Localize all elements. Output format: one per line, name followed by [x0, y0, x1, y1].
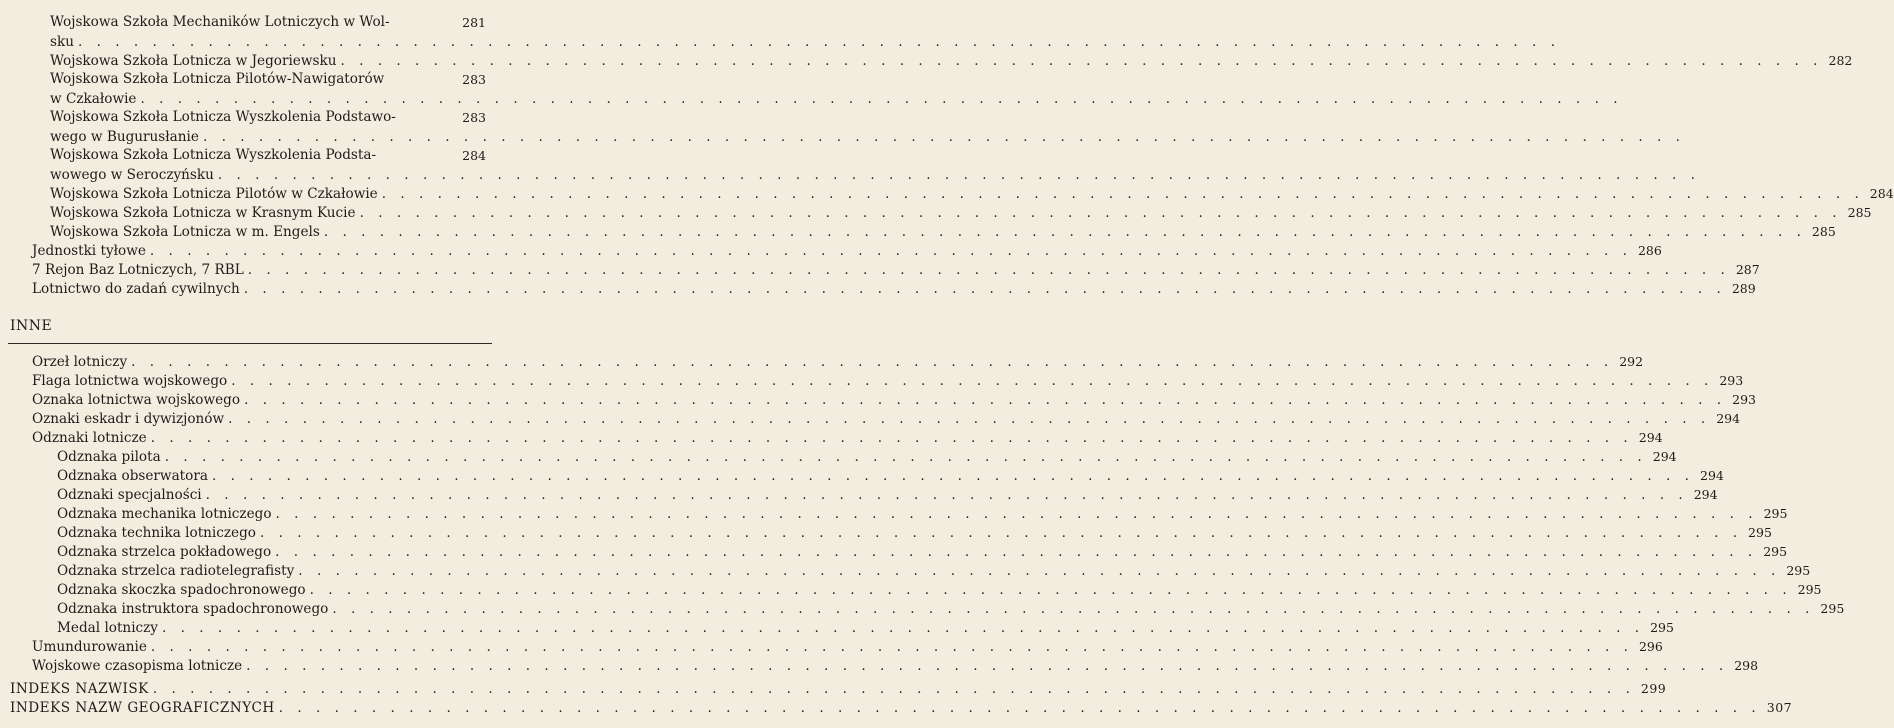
toc-entry-title: Odznaka instruktora spadochronowego	[57, 601, 329, 617]
toc-entry-title: Oznaka lotnictwa wojskowego	[32, 392, 241, 408]
toc-entry-title: w Czkałowie	[50, 91, 137, 107]
toc-entry	[50, 32, 1561, 52]
toc-entry-title: Odznaka obserwatora	[57, 468, 208, 484]
leader-dots: . . . . . . . . . . . . . . . . . . . . . . . . . . . . . . . . . . . . . . . . . . . . . . . . . . . . . . . . . . . . . . . . . . . . . . . . . . . . . . . .	[275, 544, 1758, 560]
toc-entry	[50, 146, 486, 165]
toc-entry	[32, 241, 1662, 261]
leader-dots: . . . . . . . . . . . . . . . . . . . . . . . . . . . . . . . . . . . . . . . . . . . . . . . . . . . . . . . . . . . . . . . . . . . . . . . . . . . . . . . .	[323, 224, 1806, 240]
toc-page-number: 286	[1637, 243, 1662, 258]
toc-page-number: 284	[1869, 186, 1894, 201]
toc-page-number: 287	[1735, 262, 1760, 277]
toc-entry	[50, 184, 1894, 204]
toc-page-number: 289	[1731, 281, 1756, 296]
toc-entry	[32, 352, 1644, 372]
toc-page-number: 285	[1847, 205, 1872, 220]
toc-entry-title: Odznaka strzelca radiotelegrafisty	[57, 563, 295, 579]
toc-entry	[57, 523, 1772, 543]
toc-page-number: 295	[1763, 506, 1788, 521]
toc-entry-title: Flaga lotnictwa wojskowego	[32, 373, 228, 389]
toc-entry	[57, 447, 1677, 467]
toc-entry-title: wowego w Seroczyńsku	[50, 167, 214, 183]
toc-entry-title: Jednostki tyłowe	[32, 243, 146, 259]
toc-page-number: 293	[1732, 392, 1756, 407]
toc-page-number: 295	[1820, 601, 1845, 616]
toc-page-number: 295	[1650, 620, 1674, 635]
toc-entry-title: Odznaki specjalności	[57, 487, 202, 503]
toc-entry	[57, 599, 1845, 619]
toc-entry	[32, 637, 1663, 657]
toc-entry-title: INDEKS NAZW GEOGRAFICZNYCH	[10, 700, 275, 716]
toc-page-number: 281	[462, 15, 486, 30]
toc-page-number: 295	[1763, 544, 1788, 559]
toc-page-number: 307	[1766, 700, 1793, 715]
toc-entry	[50, 70, 486, 89]
toc-page-number: 294	[1652, 449, 1677, 464]
toc-entry-title: Wojskowa Szkoła Lotnicza w m. Engels	[50, 224, 320, 240]
toc-entry-title: Lotnictwo do zadań cywilnych	[32, 281, 240, 297]
toc-entry	[57, 561, 1811, 581]
toc-entry	[32, 409, 1741, 429]
toc-entry	[32, 656, 1759, 676]
toc-entry	[32, 390, 1756, 410]
toc-page-number: 296	[1638, 639, 1663, 654]
toc-entry	[50, 108, 486, 127]
toc-entry	[50, 13, 486, 32]
toc-entry	[50, 127, 1685, 147]
toc-page-number: 294	[1716, 411, 1741, 426]
toc-entry-title: INDEKS NAZWISK	[10, 681, 149, 697]
toc-entry	[32, 371, 1744, 391]
toc-page-number: 295	[1797, 582, 1822, 597]
toc-page-number: 284	[462, 148, 486, 163]
leader-dots: . . . . . . . . . . . . . . . . . . . . . . . . . . . . . . . . . . . . . . . . . . . . . . . . . . . . . . . . . . . . . . . . . . . . . . . . . . . . . . . .	[131, 354, 1614, 370]
toc-entry	[50, 165, 1700, 185]
toc-entry	[57, 485, 1718, 505]
toc-entry	[57, 504, 1788, 524]
toc-entry-title: Medal lotniczy	[57, 620, 158, 636]
leader-dots: . . . . . . . . . . . . . . . . . . . . . . . . . . . . . . . . . . . . . . . . . . . . . . . . . . . . . . . . . . . . . . . . . . . . . . . . . . . . . . . .	[150, 430, 1633, 446]
toc-entry-title: Wojskowa Szkoła Lotnicza Pilotów-Nawigatorów	[50, 71, 385, 87]
toc-entry	[32, 428, 1663, 448]
leader-dots: . . . . . . . . . . . . . . . . . . . . . . . . . . . . . . . . . . . . . . . . . . . . . . . . . . . . . . . . . . . . . . . . . . . . . . . . . . . . . . . .	[205, 487, 1688, 503]
toc-entry-title: Odznaka technika lotniczego	[57, 525, 256, 541]
toc-page-number: 293	[1719, 373, 1744, 388]
toc-page-number: 294	[1638, 430, 1663, 445]
leader-dots: . . . . . . . . . . . . . . . . . . . . . . . . . . . . . . . . . . . . . . . . . . . . . . . . . . . . . . . . . . . . . . . . . . . . . . . . . . . . . . . .	[278, 700, 1761, 716]
toc-page-number: 283	[462, 110, 486, 125]
leader-dots: . . . . . . . . . . . . . . . . . . . . . . . . . . . . . . . . . . . . . . . . . . . . . . . . . . . . . . . . . . . . . . . . . . . . . . . . . . . . . . . .	[244, 392, 1727, 408]
toc-entry-title: Odznaka skoczka spadochronowego	[57, 582, 306, 598]
toc-entry	[50, 51, 1853, 71]
toc-entry	[57, 580, 1822, 600]
toc-page-number: 295	[1748, 525, 1772, 540]
leader-dots: . . . . . . . . . . . . . . . . . . . . . . . . . . . . . . . . . . . . . . . . . . . . . . . . . . . . . . . . . . . . . . . . . . . . . . . . . . . . . . . .	[150, 639, 1633, 655]
toc-entry-title: Oznaki eskadr i dywizjonów	[32, 411, 225, 427]
toc-entry	[32, 260, 1760, 280]
toc-entry-title: wego w Bugurusłanie	[50, 129, 199, 145]
toc-page-number: 283	[462, 72, 486, 87]
section-divider	[8, 343, 492, 344]
toc-entry-title: Wojskowa Szkoła Lotnicza w Krasnym Kucie	[50, 205, 356, 221]
leader-dots: . . . . . . . . . . . . . . . . . . . . . . . . . . . . . . . . . . . . . . . . . . . . . . . . . . . . . . . . . . . . . . . . . . . . . . . . . . . . . . . .	[243, 281, 1726, 297]
toc-entry-title: 7 Rejon Baz Lotniczych, 7 RBL	[32, 262, 244, 278]
toc-page-number: 295	[1786, 563, 1811, 578]
leader-dots: . . . . . . . . . . . . . . . . . . . . . . . . . . . . . . . . . . . . . . . . . . . . . . . . . . . . . . . . . . . . . . . . . . . . . . . . . . . . . . . .	[164, 449, 1647, 465]
toc-entry-title: Wojskowa Szkoła Lotnicza Pilotów w Czkałowie	[50, 186, 378, 202]
leader-dots: . . . . . . . . . . . . . . . . . . . . . . . . . . . . . . . . . . . . . . . . . . . . . . . . . . . . . . . . . . . . . . . . . . . . . . . . . . . . . . . .	[228, 411, 1711, 427]
leader-dots: . . . . . . . . . . . . . . . . . . . . . . . . . . . . . . . . . . . . . . . . . . . . . . . . . . . . . . . . . . . . . . . . . . . . . . . . . . . . . . . .	[381, 186, 1864, 202]
toc-entry-title: sku	[50, 34, 74, 50]
toc-entry	[57, 618, 1674, 638]
leader-dots: . . . . . . . . . . . . . . . . . . . . . . . . . . . . . . . . . . . . . . . . . . . . . . . . . . . . . . . . . . . . . . . . . . . . . . . . . . . . . . . .	[359, 205, 1842, 221]
leader-dots: . . . . . . . . . . . . . . . . . . . . . . . . . . . . . . . . . . . . . . . . . . . . . . . . . . . . . . . . . . . . . . . . . . . . . . . . . . . . . . . .	[140, 91, 1623, 107]
toc-entry-title: Wojskowa Szkoła Lotnicza Wyszkolenia Podstawo-	[50, 109, 396, 125]
leader-dots: . . . . . . . . . . . . . . . . . . . . . . . . . . . . . . . . . . . . . . . . . . . . . . . . . . . . . . . . . . . . . . . . . . . . . . . . . . . . . . . .	[247, 262, 1730, 278]
toc-entry-title: Umundurowanie	[32, 639, 147, 655]
toc-entry-title: Wojskowe czasopisma lotnicze	[32, 658, 243, 674]
toc-entry-title: Orzeł lotniczy	[32, 354, 128, 370]
toc-page-number: 299	[1640, 681, 1667, 696]
leader-dots: . . . . . . . . . . . . . . . . . . . . . . . . . . . . . . . . . . . . . . . . . . . . . . . . . . . . . . . . . . . . . . . . . . . . . . . . . . . . . . . .	[246, 658, 1729, 674]
leader-dots: . . . . . . . . . . . . . . . . . . . . . . . . . . . . . . . . . . . . . . . . . . . . . . . . . . . . . . . . . . . . . . . . . . . . . . . . . . . . . . . .	[77, 34, 1561, 50]
leader-dots: . . . . . . . . . . . . . . . . . . . . . . . . . . . . . . . . . . . . . . . . . . . . . . . . . . . . . . . . . . . . . . . . . . . . . . . . . . . . . . . .	[211, 468, 1694, 484]
toc-page-number: 285	[1811, 224, 1836, 239]
leader-dots: . . . . . . . . . . . . . . . . . . . . . . . . . . . . . . . . . . . . . . . . . . . . . . . . . . . . . . . . . . . . . . . . . . . . . . . . . . . . . . . .	[202, 129, 1685, 145]
toc-entry	[57, 466, 1724, 486]
toc-entry-title: Wojskowa Szkoła Mechaników Lotniczych w Wol-	[50, 14, 390, 30]
toc-entry	[57, 542, 1788, 562]
toc-page-number: 282	[1828, 53, 1853, 68]
leader-dots: . . . . . . . . . . . . . . . . . . . . . . . . . . . . . . . . . . . . . . . . . . . . . . . . . . . . . . . . . . . . . . . . . . . . . . . . . . . . . . . .	[298, 563, 1781, 579]
leader-dots: . . . . . . . . . . . . . . . . . . . . . . . . . . . . . . . . . . . . . . . . . . . . . . . . . . . . . . . . . . . . . . . . . . . . . . . . . . . . . . . .	[217, 167, 1700, 183]
toc-entry-title: Odznaka pilota	[57, 449, 161, 465]
toc-page-number: 294	[1700, 468, 1724, 483]
section-heading: INNE	[10, 318, 53, 334]
toc-entry	[10, 698, 1793, 718]
toc-entry-title: Odznaki lotnicze	[32, 430, 147, 446]
toc-entry-title: Odznaka mechanika lotniczego	[57, 506, 272, 522]
leader-dots: . . . . . . . . . . . . . . . . . . . . . . . . . . . . . . . . . . . . . . . . . . . . . . . . . . . . . . . . . . . . . . . . . . . . . . . . . . . . . . . .	[340, 53, 1823, 69]
toc-entry	[50, 203, 1872, 223]
leader-dots: . . . . . . . . . . . . . . . . . . . . . . . . . . . . . . . . . . . . . . . . . . . . . . . . . . . . . . . . . . . . . . . . . . . . . . . . . . . . . . . .	[231, 373, 1714, 389]
toc-entry-title: Wojskowa Szkoła Lotnicza w Jegoriewsku	[50, 53, 337, 69]
leader-dots: . . . . . . . . . . . . . . . . . . . . . . . . . . . . . . . . . . . . . . . . . . . . . . . . . . . . . . . . . . . . . . . . . . . . . . . . . . . . . . . .	[149, 243, 1632, 259]
leader-dots: . . . . . . . . . . . . . . . . . . . . . . . . . . . . . . . . . . . . . . . . . . . . . . . . . . . . . . . . . . . . . . . . . . . . . . . . . . . . . . . .	[259, 525, 1743, 541]
toc-page-number: 294	[1693, 487, 1718, 502]
leader-dots: . . . . . . . . . . . . . . . . . . . . . . . . . . . . . . . . . . . . . . . . . . . . . . . . . . . . . . . . . . . . . . . . . . . . . . . . . . . . . . . .	[275, 506, 1758, 522]
toc-entry	[10, 679, 1667, 699]
toc-entry	[50, 89, 1623, 109]
leader-dots: . . . . . . . . . . . . . . . . . . . . . . . . . . . . . . . . . . . . . . . . . . . . . . . . . . . . . . . . . . . . . . . . . . . . . . . . . . . . . . . .	[332, 601, 1815, 617]
toc-page-number: 298	[1734, 658, 1759, 673]
toc-entry	[32, 279, 1756, 299]
leader-dots: . . . . . . . . . . . . . . . . . . . . . . . . . . . . . . . . . . . . . . . . . . . . . . . . . . . . . . . . . . . . . . . . . . . . . . . . . . . . . . . .	[162, 620, 1645, 636]
leader-dots: . . . . . . . . . . . . . . . . . . . . . . . . . . . . . . . . . . . . . . . . . . . . . . . . . . . . . . . . . . . . . . . . . . . . . . . . . . . . . . . .	[309, 582, 1792, 598]
toc-entry-title: Odznaka strzelca pokładowego	[57, 544, 272, 560]
leader-dots: . . . . . . . . . . . . . . . . . . . . . . . . . . . . . . . . . . . . . . . . . . . . . . . . . . . . . . . . . . . . . . . . . . . . . . . . . . . . . . . .	[152, 681, 1635, 697]
toc-entry-title: Wojskowa Szkoła Lotnicza Wyszkolenia Podsta-	[50, 147, 377, 163]
toc-entry	[50, 222, 1836, 242]
toc-page-number: 292	[1619, 354, 1644, 369]
